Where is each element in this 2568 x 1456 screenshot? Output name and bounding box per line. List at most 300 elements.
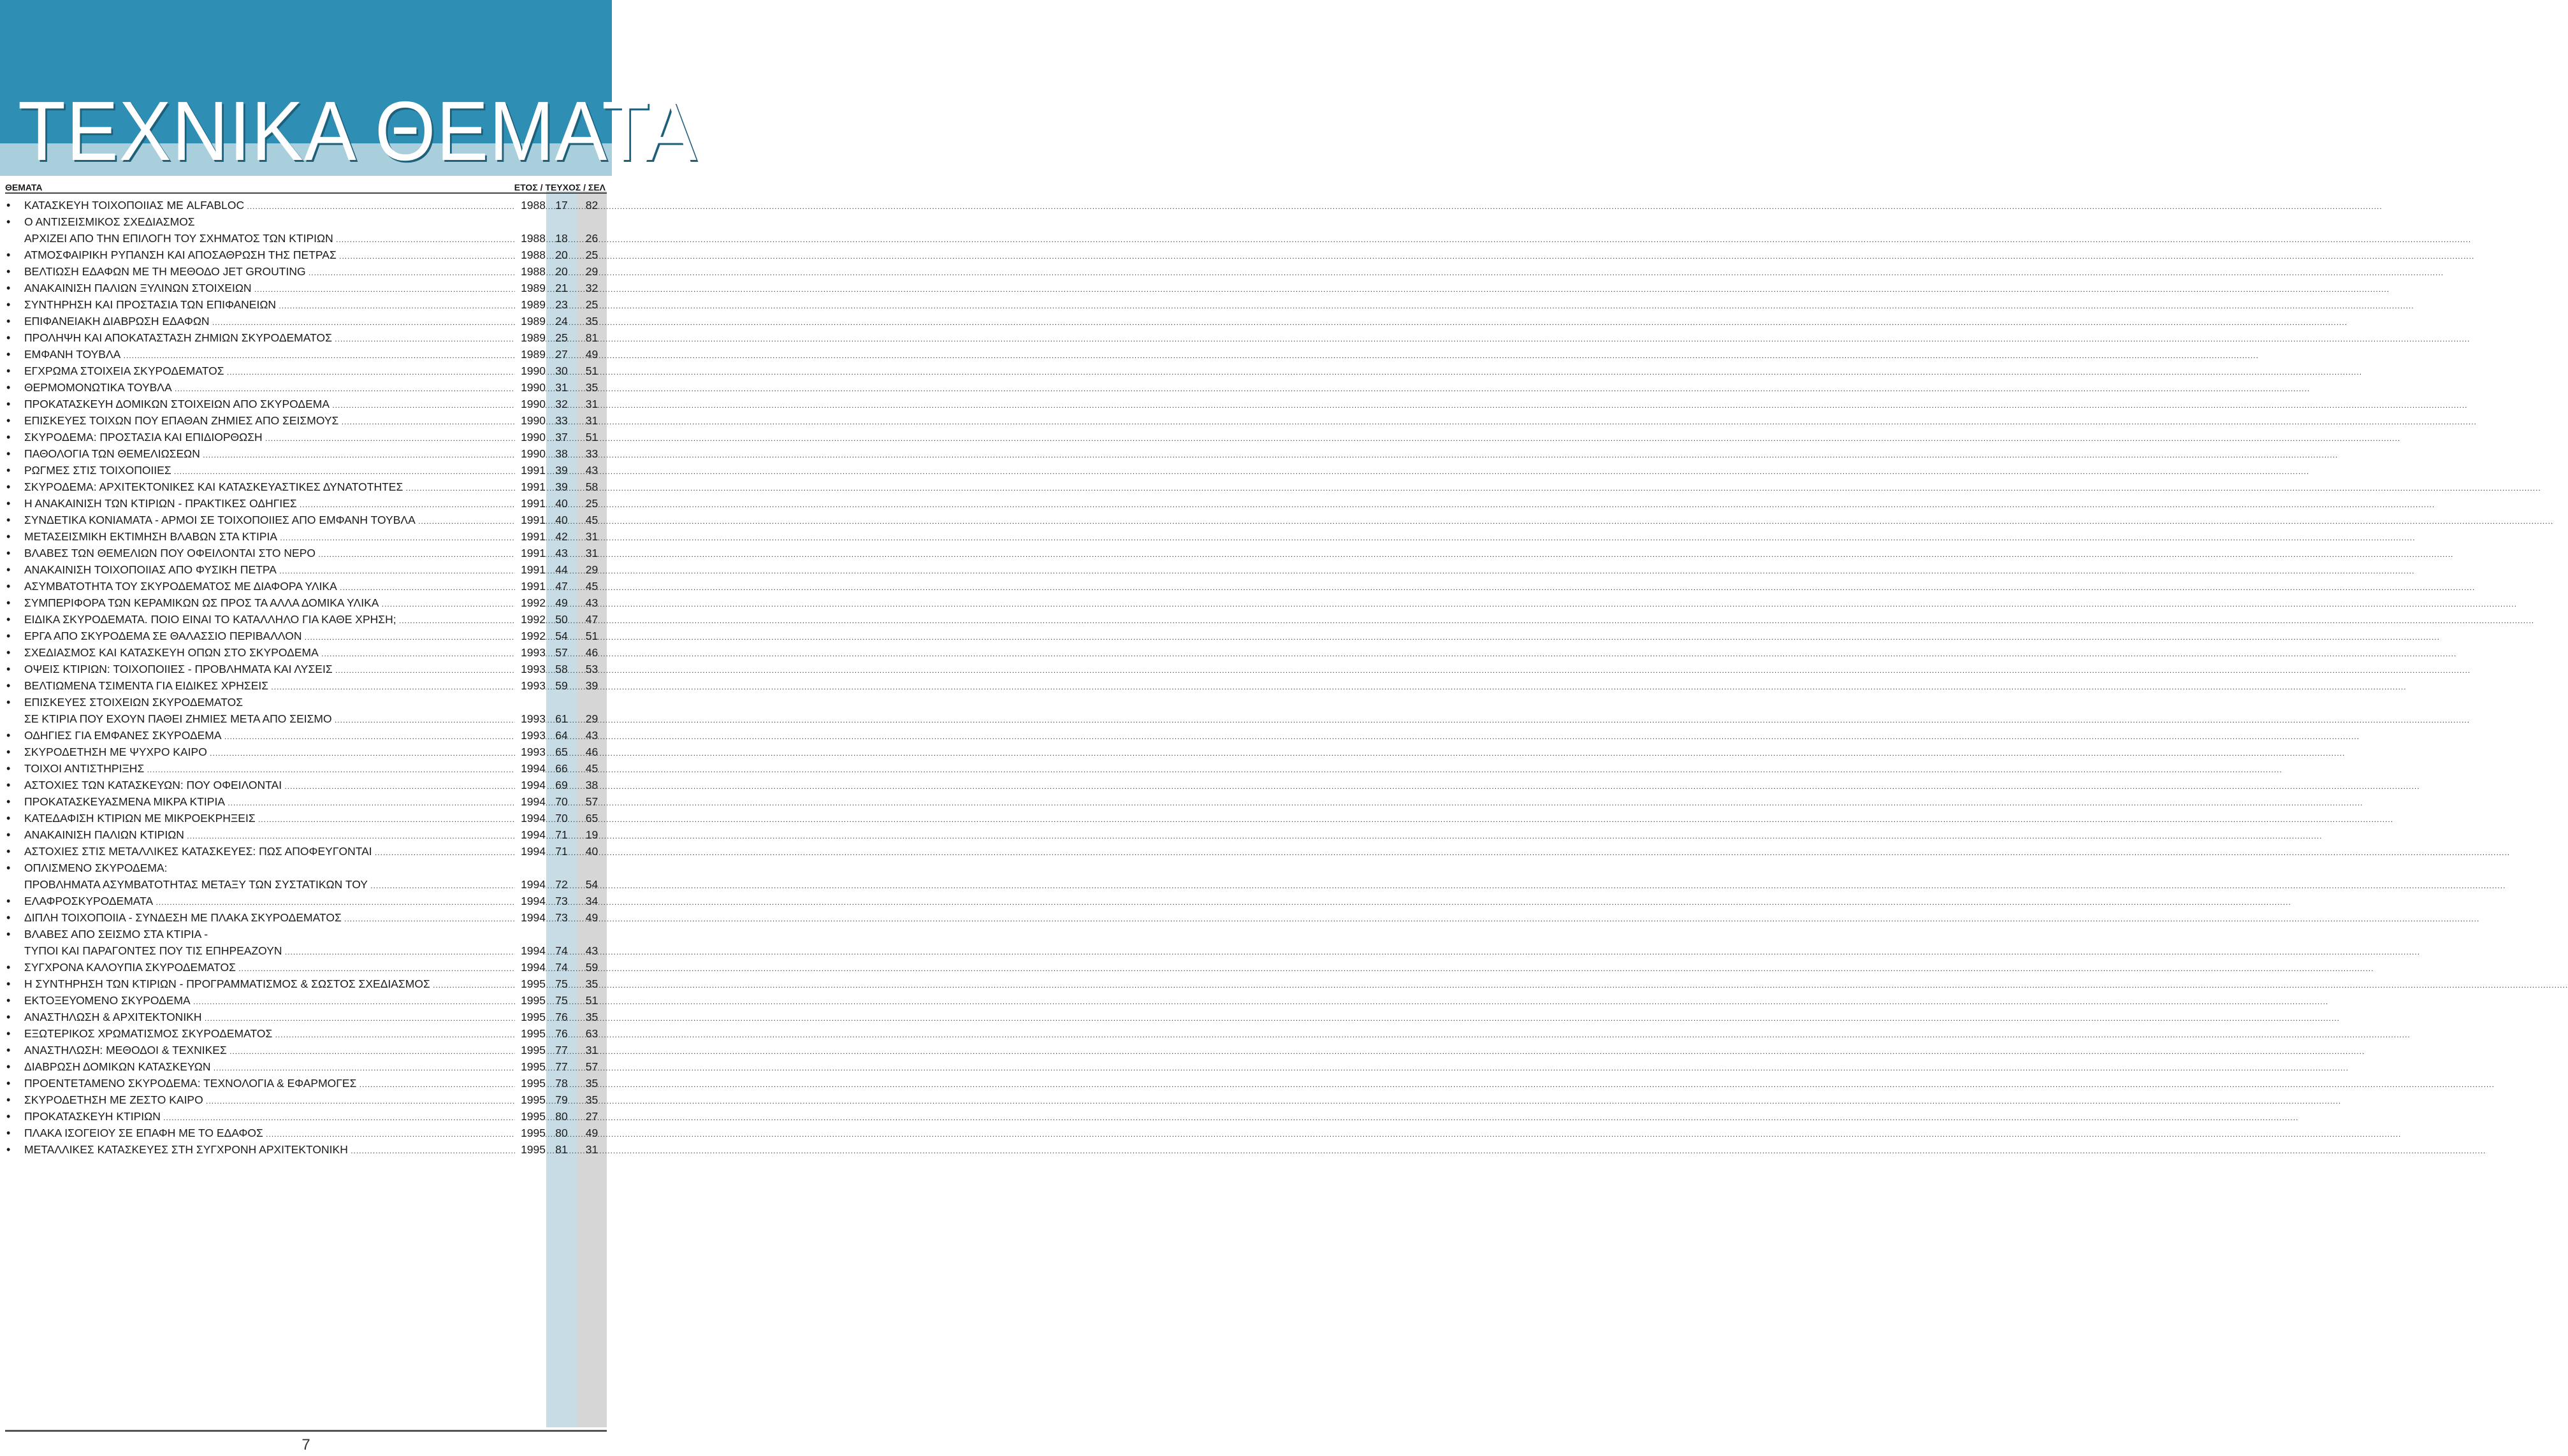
entry-year: 1991 <box>515 578 546 595</box>
entry-year: 1988 <box>515 247 546 263</box>
entry-title: ΕΓΧΡΩΜΑ ΣΤΟΙΧΕΙΑ ΣΚΥΡΟΔΕΜΑΤΟΣ ..... <box>24 363 521 380</box>
list-item <box>5 909 607 926</box>
entry-year: 1995 <box>515 1141 546 1158</box>
entry-title: ΣΚΥΡΟΔΕΜΑ: ΑΡΧΙΤΕΚΤΟΝΙΚΕΣ ΚΑΙ ΚΑΤΑΣΚΕΥΑΣΤΙΚΕΣ ΔΥΝΑΤΟΤΗΤΕΣ ..... <box>24 479 521 496</box>
entry-line <box>5 346 607 363</box>
bullet-icon: • <box>6 282 11 294</box>
entry-issue: 24 <box>555 315 568 328</box>
bullet-icon: • <box>6 398 11 410</box>
list-item <box>5 329 607 346</box>
entry-line <box>5 528 607 545</box>
bullet-icon: • <box>6 331 11 344</box>
entry-line <box>5 445 607 462</box>
entry-page: 29 <box>585 563 598 576</box>
entry-title: ΣΚΥΡΟΔΕΤΗΣΗ ΜΕ ΨΥΧΡΟ ΚΑΙΡΟ ..... <box>24 744 521 761</box>
entry-page: 47 <box>585 613 598 626</box>
entry-page: 33 <box>585 447 598 460</box>
entry-page: 57 <box>585 795 598 808</box>
entry-page: 35 <box>585 1011 598 1023</box>
bullet-icon: • <box>6 613 11 626</box>
entry-page: 31 <box>585 398 598 410</box>
entry-page: 19 <box>585 828 598 841</box>
bullet-icon: • <box>6 265 11 278</box>
entry-page: 31 <box>585 414 598 427</box>
entry-line <box>5 843 607 860</box>
entry-title: ΤΟΙΧΟΙ ΑΝΤΙΣΤΗΡΙΞΗΣ ..... <box>24 760 521 778</box>
entry-issue: 72 <box>555 878 568 891</box>
bullet-icon: • <box>6 1044 11 1056</box>
entry-line <box>5 694 607 710</box>
entry-page: 51 <box>585 364 598 377</box>
entry-page: 58 <box>585 480 598 493</box>
entry-page: 25 <box>585 249 598 261</box>
bullet-icon: • <box>6 928 11 941</box>
entry-year: 1990 <box>515 363 546 379</box>
entry-line <box>5 280 607 296</box>
list-item <box>5 578 607 595</box>
list-item <box>5 926 607 959</box>
entry-issue: 32 <box>555 398 568 410</box>
list-item <box>5 1075 607 1092</box>
entry-year: 1994 <box>515 777 546 793</box>
entry-year: 1994 <box>515 826 546 843</box>
entry-year: 1994 <box>515 810 546 826</box>
entry-line <box>5 942 607 959</box>
list-item <box>5 595 607 611</box>
bullet-icon: • <box>6 447 11 460</box>
entry-issue: 40 <box>555 514 568 526</box>
entry-title: ΑΣΤΟΧΙΕΣ ΤΩΝ ΚΑΤΑΣΚΕΥΩΝ: ΠΟΥ ΟΦΕΙΛΟΝΤΑΙ ..... <box>24 777 521 795</box>
bullet-icon: • <box>6 431 11 443</box>
entry-line <box>5 561 607 578</box>
entry-page: 31 <box>585 1143 598 1156</box>
entry-year: 1990 <box>515 445 546 462</box>
entry-year: 1994 <box>515 876 546 893</box>
entry-title: ΕΞΩΤΕΡΙΚΟΣ ΧΡΩΜΑΤΙΣΜΟΣ ΣΚΥΡΟΔΕΜΑΤΟΣ ..... <box>24 1025 521 1043</box>
entry-title: ΣΥΓΧΡΟΝΑ ΚΑΛΟΥΠΙΑ ΣΚΥΡΟΔΕΜΑΤΟΣ ..... <box>24 959 521 977</box>
list-item <box>5 462 607 479</box>
entry-page: 57 <box>585 1060 598 1073</box>
entry-issue: 77 <box>555 1044 568 1056</box>
list-item <box>5 744 607 760</box>
entry-title: Η ΣΥΝΤΗΡΗΣΗ ΤΩΝ ΚΤΙΡΙΩΝ - ΠΡΟΓΡΑΜΜΑΤΙΣΜΟΣ & ΣΩΣΤΟΣ ΣΧΕΔΙΑΣΜΟΣ ..... <box>24 976 521 993</box>
list-item <box>5 992 607 1009</box>
entry-title: ΑΝΑΣΤΗΛΩΣΗ: ΜΕΘΟΔΟΙ & ΤΕΧΝΙΚΕΣ ..... <box>24 1042 521 1060</box>
entry-title: ΕΜΦΑΝΗ ΤΟΥΒΛΑ ..... <box>24 346 521 364</box>
entry-title: Η ΑΝΑΚΑΙΝΙΣΗ ΤΩΝ ΚΤΙΡΙΩΝ - ΠΡΑΚΤΙΚΕΣ ΟΔΗΓΙΕΣ ..... <box>24 495 521 513</box>
bullet-icon: • <box>6 315 11 328</box>
bullet-icon: • <box>6 580 11 593</box>
entry-line <box>5 1108 607 1125</box>
entry-year: 1990 <box>515 379 546 396</box>
entry-line <box>5 396 607 412</box>
entry-line <box>5 677 607 694</box>
entry-issue: 74 <box>555 961 568 974</box>
entry-issue: 49 <box>555 596 568 609</box>
entry-year: 1995 <box>515 992 546 1009</box>
entry-page: 54 <box>585 878 598 891</box>
list-item <box>5 247 607 263</box>
entry-issue: 75 <box>555 977 568 990</box>
entry-page: 27 <box>585 1110 598 1123</box>
entry-year: 1989 <box>515 280 546 296</box>
entry-title: ΣΥΝΤΗΡΗΣΗ ΚΑΙ ΠΡΟΣΤΑΣΙΑ ΤΩΝ ΕΠΙΦΑΝΕΙΩΝ ..... <box>24 296 521 314</box>
entry-year: 1994 <box>515 760 546 777</box>
entry-line <box>5 611 607 628</box>
entry-line <box>5 230 607 247</box>
list-item <box>5 810 607 826</box>
entry-page: 35 <box>585 381 598 394</box>
entry-page: 35 <box>585 1093 598 1106</box>
entry-title: ΒΛΑΒΕΣ ΤΩΝ ΘΕΜΕΛΙΩΝ ΠΟΥ ΟΦΕΙΛΟΝΤΑΙ ΣΤΟ ΝΕΡΟ ..... <box>24 545 521 563</box>
list-item <box>5 1058 607 1075</box>
entry-issue: 58 <box>555 663 568 675</box>
list-item <box>5 412 607 429</box>
entry-page: 46 <box>585 646 598 659</box>
entry-title: ΑΣΤΟΧΙΕΣ ΣΤΙΣ ΜΕΤΑΛΛΙΚΕΣ ΚΑΤΑΣΚΕΥΕΣ: ΠΩΣ ΑΠΟΦΕΥΓΟΝΤΑΙ ..... <box>24 843 521 861</box>
entry-year: 1989 <box>515 346 546 363</box>
entry-line <box>5 263 607 280</box>
entry-issue: 30 <box>555 364 568 377</box>
bullet-icon: • <box>6 779 11 791</box>
entry-line <box>5 826 607 843</box>
entry-title: ΑΤΜΟΣΦΑΙΡΙΚΗ ΡΥΠΑΝΣΗ ΚΑΙ ΑΠΟΣΑΘΡΩΣΗ ΤΗΣ ΠΕΤΡΑΣ ..... <box>24 247 521 264</box>
entry-issue: 71 <box>555 845 568 858</box>
entry-issue: 76 <box>555 1027 568 1040</box>
bullet-icon: • <box>6 563 11 576</box>
entry-line <box>5 644 607 661</box>
page-number: 7 <box>301 1436 310 1453</box>
entry-page: 82 <box>585 199 598 212</box>
entry-title: ΕΚΤΟΞΕΥΟΜΕΝΟ ΣΚΥΡΟΔΕΜΑ ..... <box>24 992 521 1010</box>
entry-title: ΠΡΟΚΑΤΑΣΚΕΥΑΣΜΕΝΑ ΜΙΚΡΑ ΚΤΙΡΙΑ ..... <box>24 793 521 811</box>
entry-year: 1991 <box>515 462 546 479</box>
entry-line <box>5 744 607 760</box>
entry-line <box>5 959 607 976</box>
entry-issue: 71 <box>555 828 568 841</box>
entry-year: 1995 <box>515 1075 546 1092</box>
list-item <box>5 661 607 677</box>
bullet-icon: • <box>6 828 11 841</box>
entry-title: ΟΨΕΙΣ ΚΤΙΡΙΩΝ: ΤΟΙΧΟΠΟΙΙΕΣ - ΠΡΟΒΛΗΜΑΤΑ ΚΑΙ ΛΥΣΕΙΣ ..... <box>24 661 521 679</box>
bullet-icon: • <box>6 911 11 924</box>
entry-year: 1995 <box>515 1042 546 1058</box>
bullet-icon: • <box>6 1127 11 1139</box>
entry-title: ΚΑΤΑΣΚΕΥΗ ΤΟΙΧΟΠΟΙΙΑΣ ΜΕ ALFABLOC ..... <box>24 197 521 215</box>
entry-issue: 47 <box>555 580 568 593</box>
entry-issue: 27 <box>555 348 568 361</box>
header-topics: ΘΕΜΑΤΑ <box>5 182 43 192</box>
list-item <box>5 1092 607 1108</box>
entry-issue: 54 <box>555 630 568 642</box>
entry-line <box>5 926 607 942</box>
page-title: ΤΕΧΝΙΚΑ ΘΕΜΑΤΑ <box>18 84 697 178</box>
entry-year: 1989 <box>515 296 546 313</box>
entry-year: 1991 <box>515 495 546 512</box>
entry-page: 31 <box>585 530 598 543</box>
entry-issue: 70 <box>555 812 568 825</box>
entry-year: 1991 <box>515 528 546 545</box>
entry-year: 1990 <box>515 396 546 412</box>
entry-line <box>5 876 607 893</box>
entry-page: 35 <box>585 1077 598 1090</box>
entry-issue: 65 <box>555 746 568 758</box>
table-header <box>5 181 607 194</box>
bullet-icon: • <box>6 646 11 659</box>
bullet-icon: • <box>6 696 11 709</box>
entry-issue: 20 <box>555 265 568 278</box>
list-item <box>5 561 607 578</box>
entry-page: 39 <box>585 679 598 692</box>
entry-issue: 70 <box>555 795 568 808</box>
entry-page: 45 <box>585 514 598 526</box>
entry-issue: 18 <box>555 232 568 245</box>
entry-title: ΑΝΑΚΑΙΝΙΣΗ ΤΟΙΧΟΠΟΙΙΑΣ ΑΠΟ ΦΥΣΙΚΗ ΠΕΤΡΑ ..... <box>24 561 521 579</box>
entry-year: 1995 <box>515 1025 546 1042</box>
entry-title: ΣΕ ΚΤΙΡΙΑ ΠΟΥ ΕΧΟΥΝ ΠΑΘΕΙ ΖΗΜΙΕΣ ΜΕΤΑ ΑΠΟ ΣΕΙΣΜΟ ..... <box>24 710 521 728</box>
entry-year: 1989 <box>515 329 546 346</box>
entry-year: 1992 <box>515 611 546 628</box>
bullet-icon: • <box>6 1093 11 1106</box>
entry-title: ΜΕΤΑΛΛΙΚΕΣ ΚΑΤΑΣΚΕΥΕΣ ΣΤΗ ΣΥΓΧΡΟΝΗ ΑΡΧΙΤΕΚΤΟΝΙΚΗ ..... <box>24 1141 521 1159</box>
entry-title: ΣΥΝΔΕΤΙΚΑ ΚΟΝΙΑΜΑΤΑ - ΑΡΜΟΙ ΣΕ ΤΟΙΧΟΠΟΙΙΕΣ ΑΠΟ ΕΜΦΑΝΗ ΤΟΥΒΛΑ ..... <box>24 512 521 530</box>
list-item <box>5 959 607 976</box>
entry-issue: 50 <box>555 613 568 626</box>
entry-year: 1992 <box>515 628 546 644</box>
entry-issue: 37 <box>555 431 568 443</box>
entry-issue: 23 <box>555 298 568 311</box>
entry-title: ΣΚΥΡΟΔΕΜΑ: ΠΡΟΣΤΑΣΙΑ ΚΑΙ ΕΠΙΔΙΟΡΘΩΣΗ ..... <box>24 429 521 447</box>
entry-page: 29 <box>585 712 598 725</box>
entry-issue: 73 <box>555 911 568 924</box>
bullet-icon: • <box>6 1060 11 1073</box>
entry-line <box>5 1025 607 1042</box>
footer-rule <box>5 1430 607 1432</box>
entry-page: 63 <box>585 1027 598 1040</box>
entry-year: 1990 <box>515 429 546 445</box>
entry-issue: 75 <box>555 994 568 1007</box>
entry-year: 1994 <box>515 793 546 810</box>
entry-title: ΕΡΓΑ ΑΠΟ ΣΚΥΡΟΔΕΜΑ ΣΕ ΘΑΛΑΣΣΙΟ ΠΕΡΙΒΑΛΛΟΝ ..... <box>24 628 521 645</box>
entry-page: 35 <box>585 977 598 990</box>
entry-issue: 40 <box>555 497 568 510</box>
entry-page: 29 <box>585 265 598 278</box>
entry-title: ΤΥΠΟΙ ΚΑΙ ΠΑΡΑΓΟΝΤΕΣ ΠΟΥ ΤΙΣ ΕΠΗΡΕΑΖΟΥΝ ..... <box>24 942 521 960</box>
entry-line <box>5 710 607 727</box>
entry-page: 43 <box>585 944 598 957</box>
list-item <box>5 644 607 661</box>
entry-issue: 43 <box>555 547 568 559</box>
bullet-icon: • <box>6 1143 11 1156</box>
entry-title: ΠΡΟΒΛΗΜΑΤΑ ΑΣΥΜΒΑΤΟΤΗΤΑΣ ΜΕΤΑΞΥ ΤΩΝ ΣΥΣΤΑΤΙΚΩΝ ΤΟΥ ..... <box>24 876 521 894</box>
entry-year: 1989 <box>515 313 546 329</box>
entry-title: ΠΡΟΚΑΤΑΣΚΕΥΗ ΚΤΙΡΙΩΝ ..... <box>24 1108 521 1126</box>
entry-year: 1995 <box>515 1125 546 1141</box>
entry-title: ΠΛΑΚΑ ΙΣΟΓΕΙΟΥ ΣΕ ΕΠΑΦΗ ΜΕ ΤΟ ΕΔΑΦΟΣ ..... <box>24 1125 521 1142</box>
list-item <box>5 280 607 296</box>
list-item <box>5 495 607 512</box>
bullet-icon: • <box>6 861 11 874</box>
entry-line <box>5 495 607 512</box>
bullet-icon: • <box>6 348 11 361</box>
entry-issue: 77 <box>555 1060 568 1073</box>
entry-line <box>5 379 607 396</box>
entry-title: ΑΝΑΣΤΗΛΩΣΗ & ΑΡΧΙΤΕΚΤΟΝΙΚΗ ..... <box>24 1009 521 1027</box>
entry-year: 1994 <box>515 909 546 926</box>
bullet-icon: • <box>6 762 11 775</box>
entry-year: 1990 <box>515 412 546 429</box>
entry-year: 1991 <box>515 479 546 495</box>
entry-title: ΒΕΛΤΙΩΣΗ ΕΔΑΦΩΝ ΜΕ ΤΗ ΜΕΘΟΔΟ JET GROUTING ..... <box>24 263 521 281</box>
entry-title: ΣΚΥΡΟΔΕΤΗΣΗ ΜΕ ΖΕΣΤΟ ΚΑΙΡΟ ..... <box>24 1092 521 1109</box>
entry-line <box>5 329 607 346</box>
entry-page: 45 <box>585 762 598 775</box>
list-item <box>5 1009 607 1025</box>
entry-line <box>5 412 607 429</box>
bullet-icon: • <box>6 298 11 311</box>
topic-list <box>5 197 607 1158</box>
entry-issue: 69 <box>555 779 568 791</box>
entry-line <box>5 1092 607 1108</box>
entry-year: 1991 <box>515 512 546 528</box>
entry-page: 31 <box>585 1044 598 1056</box>
entry-line <box>5 1125 607 1141</box>
header-year-issue-page: ΕΤΟΣ / ΤΕΥΧΟΣ / ΣΕΛ <box>514 182 606 192</box>
entry-line <box>5 595 607 611</box>
entry-line <box>5 793 607 810</box>
list-item <box>5 213 607 247</box>
entry-issue: 38 <box>555 447 568 460</box>
entry-line <box>5 512 607 528</box>
entry-year: 1993 <box>515 661 546 677</box>
entry-page: 51 <box>585 630 598 642</box>
bullet-icon: • <box>6 630 11 642</box>
entry-title: ΕΠΙΣΚΕΥΕΣ ΣΤΟΙΧΕΙΩΝ ΣΚΥΡΟΔΕΜΑΤΟΣ <box>24 696 243 709</box>
bullet-icon: • <box>6 199 11 212</box>
entry-issue: 20 <box>555 249 568 261</box>
list-item <box>5 611 607 628</box>
entry-title: ΒΕΛΤΙΩΜΕΝΑ ΤΣΙΜΕΝΤΑ ΓΙΑ ΕΙΔΙΚΕΣ ΧΡΗΣΕΙΣ ..... <box>24 677 521 695</box>
bullet-icon: • <box>6 464 11 477</box>
bullet-icon: • <box>6 1011 11 1023</box>
entry-issue: 78 <box>555 1077 568 1090</box>
entry-line <box>5 479 607 495</box>
list-item <box>5 1125 607 1141</box>
list-item <box>5 1025 607 1042</box>
bullet-icon: • <box>6 729 11 742</box>
entry-year: 1994 <box>515 942 546 959</box>
entry-title: ΣΥΜΠΕΡΙΦΟΡΑ ΤΩΝ ΚΕΡΑΜΙΚΩΝ ΩΣ ΠΡΟΣ ΤΑ ΑΛΛΑ ΔΟΜΙΚΑ ΥΛΙΚΑ ..... <box>24 595 521 612</box>
entry-title: ΚΑΤΕΔΑΦΙΣΗ ΚΤΙΡΙΩΝ ΜΕ ΜΙΚΡΟΕΚΡΗΞΕΙΣ ..... <box>24 810 521 828</box>
list-item <box>5 793 607 810</box>
entry-page: 32 <box>585 282 598 294</box>
entry-title: ΠΡΟΕΝΤΕΤΑΜΕΝΟ ΣΚΥΡΟΔΕΜΑ: ΤΕΧΝΟΛΟΓΙΑ & ΕΦΑΡΜΟΓΕΣ ..... <box>24 1075 521 1093</box>
bullet-icon: • <box>6 746 11 758</box>
entry-title: Ο ΑΝΤΙΣΕΙΣΜΙΚΟΣ ΣΧΕΔΙΑΣΜΟΣ <box>24 215 195 228</box>
entry-line <box>5 992 607 1009</box>
entry-title: ΑΝΑΚΑΙΝΙΣΗ ΠΑΛΙΩΝ ΞΥΛΙΝΩΝ ΣΤΟΙΧΕΙΩΝ ..... <box>24 280 521 298</box>
entry-line <box>5 727 607 744</box>
entry-page: 65 <box>585 812 598 825</box>
entry-title: ΟΔΗΓΙΕΣ ΓΙΑ ΕΜΦΑΝΕΣ ΣΚΥΡΟΔΕΜΑ ..... <box>24 727 521 745</box>
entry-page: 34 <box>585 895 598 907</box>
entry-year: 1991 <box>515 561 546 578</box>
entry-year: 1995 <box>515 976 546 992</box>
entry-year: 1991 <box>515 545 546 561</box>
entry-issue: 33 <box>555 414 568 427</box>
entry-issue: 80 <box>555 1110 568 1123</box>
entry-issue: 31 <box>555 381 568 394</box>
entry-year: 1988 <box>515 263 546 280</box>
list-item <box>5 197 607 213</box>
header-rule <box>5 192 607 194</box>
entry-year: 1994 <box>515 893 546 909</box>
entry-title: ΔΙΠΛΗ ΤΟΙΧΟΠΟΙΙΑ - ΣΥΝΔΕΣΗ ΜΕ ΠΛΑΚΑ ΣΚΥΡΟΔΕΜΑΤΟΣ ..... <box>24 909 521 927</box>
entry-title: ΠΡΟΚΑΤΑΣΚΕΥΗ ΔΟΜΙΚΩΝ ΣΤΟΙΧΕΙΩΝ ΑΠΟ ΣΚΥΡΟΔΕΜΑ ..... <box>24 396 521 414</box>
entry-issue: 61 <box>555 712 568 725</box>
entry-page: 59 <box>585 961 598 974</box>
list-item <box>5 313 607 329</box>
list-item <box>5 379 607 396</box>
entry-issue: 42 <box>555 530 568 543</box>
list-item <box>5 694 607 727</box>
entry-year: 1995 <box>515 1092 546 1108</box>
entry-line <box>5 247 607 263</box>
entry-page: 43 <box>585 596 598 609</box>
entry-line <box>5 363 607 379</box>
list-item <box>5 263 607 280</box>
bullet-icon: • <box>6 1110 11 1123</box>
entry-line <box>5 1075 607 1092</box>
entry-page: 51 <box>585 431 598 443</box>
entry-year: 1995 <box>515 1009 546 1025</box>
entry-line <box>5 545 607 561</box>
list-item <box>5 396 607 412</box>
entry-page: 40 <box>585 845 598 858</box>
entry-page: 35 <box>585 315 598 328</box>
bullet-icon: • <box>6 530 11 543</box>
list-item <box>5 826 607 843</box>
entry-line <box>5 429 607 445</box>
bullet-icon: • <box>6 414 11 427</box>
entry-page: 25 <box>585 298 598 311</box>
entry-year: 1993 <box>515 727 546 744</box>
entry-page: 51 <box>585 994 598 1007</box>
entry-title: ΡΩΓΜΕΣ ΣΤΙΣ ΤΟΙΧΟΠΟΙΙΕΣ ..... <box>24 462 521 480</box>
list-item <box>5 860 607 893</box>
list-item <box>5 727 607 744</box>
list-item <box>5 893 607 909</box>
entry-page: 49 <box>585 1127 598 1139</box>
entry-line <box>5 661 607 677</box>
bullet-icon: • <box>6 961 11 974</box>
bullet-icon: • <box>6 795 11 808</box>
entry-year: 1993 <box>515 744 546 760</box>
entry-line <box>5 1009 607 1025</box>
bullet-icon: • <box>6 364 11 377</box>
entry-year: 1988 <box>515 230 546 247</box>
entry-line <box>5 313 607 329</box>
entry-title: ΠΑΘΟΛΟΓΙΑ ΤΩΝ ΘΕΜΕΛΙΩΣΕΩΝ ..... <box>24 445 521 463</box>
entry-page: 49 <box>585 911 598 924</box>
entry-title: ΕΛΑΦΡΟΣΚΥΡΟΔΕΜΑΤΑ ..... <box>24 893 521 911</box>
entry-issue: 79 <box>555 1093 568 1106</box>
entry-page: 25 <box>585 497 598 510</box>
list-item <box>5 1141 607 1158</box>
entry-year: 1994 <box>515 959 546 976</box>
list-item <box>5 1108 607 1125</box>
entry-line <box>5 777 607 793</box>
